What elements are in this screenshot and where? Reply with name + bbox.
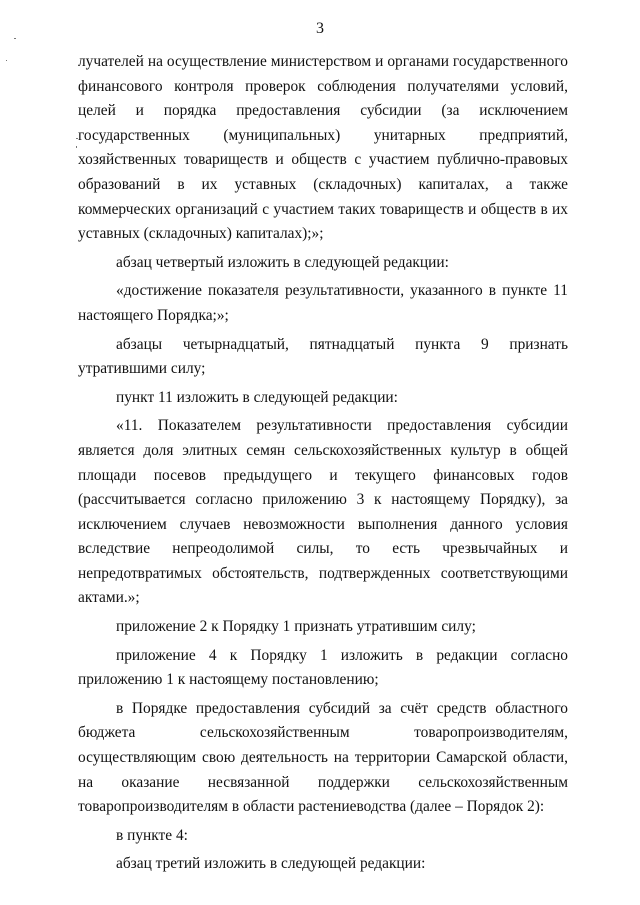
document-body [78, 50, 568, 877]
scan-speck [14, 38, 16, 39]
paragraph-instruction: в Порядке предоставления субсидий за счёт средств областного бюджета сельскохозяйственным товаропроизводителям, осуществляющим свою деятельность на территории Самарской области, на оказание несвязанной поддержки сельскохозяйственным товаропроизводителям в области растениеводства (далее – Порядок 2): [78, 699, 568, 816]
page-number: 3 [316, 20, 324, 37]
paragraph-instruction: приложение 4 к Порядку 1 изложить в редакции согласно приложению 1 к настоящему постановлению; [78, 646, 568, 689]
paragraph-quote: «11. Показателем результативности предоставления субсидии является доля элитных семян сельскохозяйственных культур в общей площади посевов предыдущего и текущего финансовых годов (рассчитывается согласно приложению 3 к настоящему Порядку), за исключением случаев невозможности выполнения данного условия вследствие непреодолимой силы, то есть чрезвычайных и непредотвратимых обстоятельств, подтвержденных соответствующими актами.»; [78, 417, 568, 607]
scan-speck [6, 60, 7, 61]
paragraph-instruction: абзац четвертый изложить в следующей редакции: [116, 253, 449, 271]
paragraph-continuation: лучателей на осуществление министерством и органами государственного финансового контроля проверок соблюдения получателями условий, целей и порядка предоставления субсидии (за исключением государственных (муниципальных) унитарных предприятий, хозяйственных товариществ и обществ с участием публично-правовых образований в их уставных (складочных) капиталах, а также коммерческих организаций с участием таких товариществ и обществ в их уставных (складочных) капиталах);»; [78, 53, 568, 243]
paragraph-instruction: в пункте 4: [116, 826, 188, 844]
paragraph-instruction: абзацы четырнадцатый, пятнадцатый пункта 9 признать утратившими силу; [78, 335, 568, 378]
scan-speck [76, 146, 77, 148]
paragraph-quote: «достижение показателя результативности, указанного в пункте 11 настоящего Порядка;»; [78, 282, 568, 324]
paragraph-instruction: абзац третий изложить в следующей редакции: [116, 855, 426, 873]
paragraph-instruction: приложение 2 к Порядку 1 признать утратившим силу; [116, 618, 476, 636]
paragraph-instruction: пункт 11 изложить в следующей редакции: [116, 388, 398, 406]
